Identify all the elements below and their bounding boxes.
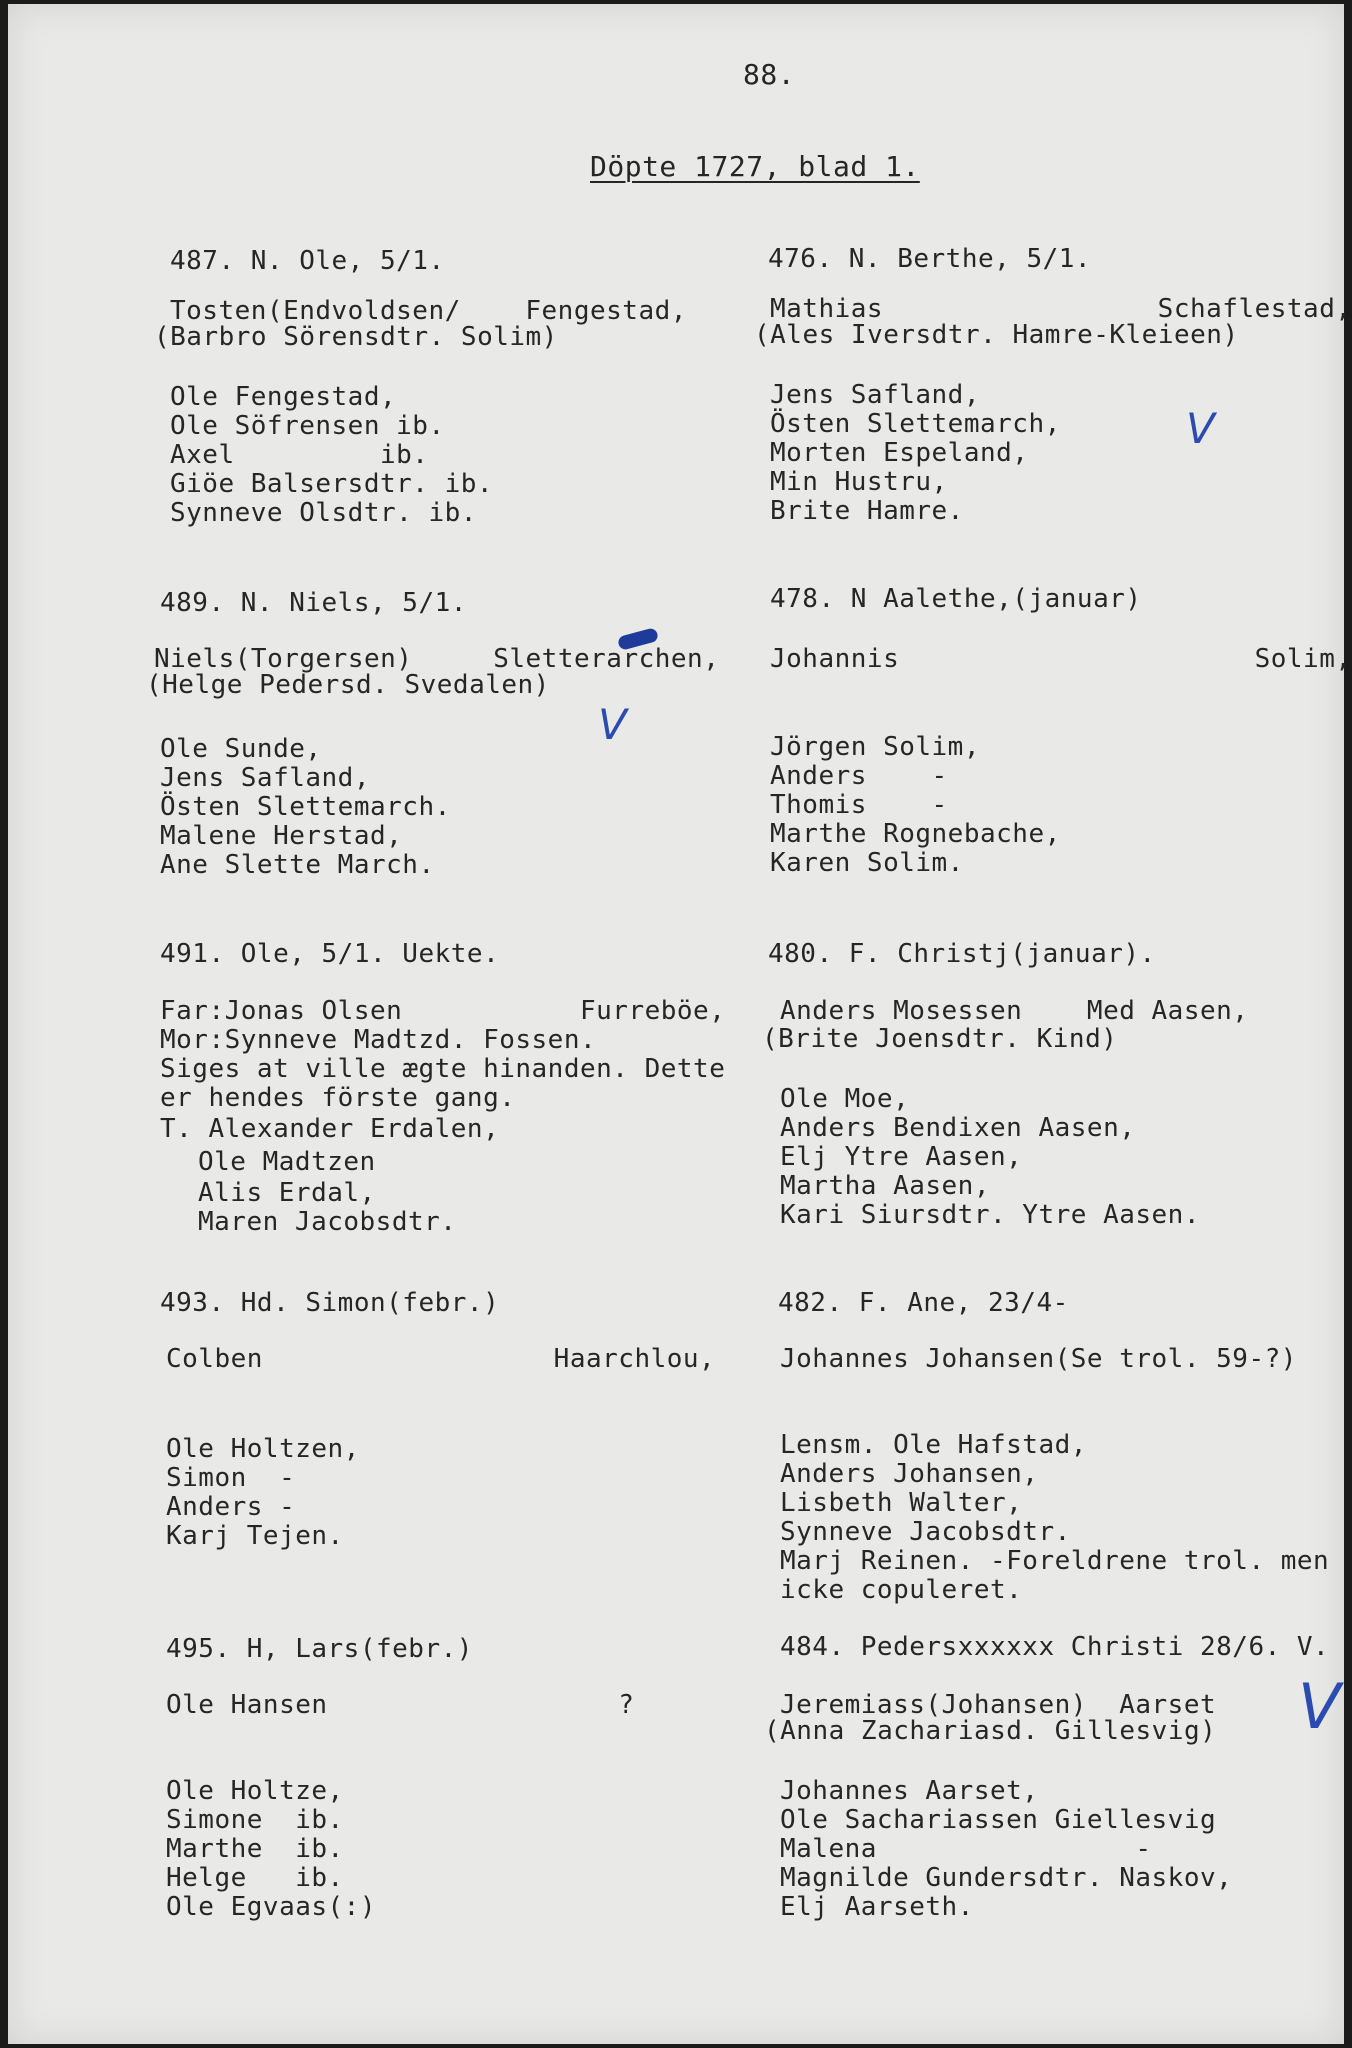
entry-line: T. Alexander Erdalen, [160, 1114, 500, 1144]
witness: Simon - [166, 1463, 296, 1493]
check-mark-large: V [1298, 1670, 1341, 1743]
witness: Lisbeth Walter, [780, 1488, 1023, 1518]
witness: Elj Aarseth. [780, 1892, 974, 1922]
entry-head: 484. Pedersxxxxxx Christi 28/6. V. [780, 1632, 1330, 1662]
witness: Marj Reinen. -Foreldrene trol. men [780, 1546, 1330, 1576]
entry-head: 482. F. Ane, 23/4- [778, 1288, 1069, 1318]
witness: Jörgen Solim, [770, 732, 980, 762]
entry-line: Mor:Synneve Madtzd. Fossen. [160, 1025, 597, 1055]
witness: Magnilde Gundersdtr. Naskov, [780, 1863, 1233, 1893]
entry-line: (Anna Zachariasd. Gillesvig) [764, 1716, 1217, 1746]
witness: Kari Siursdtr. Ytre Aasen. [780, 1200, 1200, 1230]
witness: Marthe Rognebache, [770, 819, 1061, 849]
witness: Synneve Jacobsdtr. [780, 1517, 1071, 1547]
entry-line: Colben Haarchlou, [166, 1344, 716, 1374]
entry-head: 478. N Aalethe,(januar) [770, 584, 1142, 614]
entry-line: (Ales Iversdtr. Hamre-Kleieen) [754, 320, 1239, 350]
witness: Ole Sunde, [160, 734, 322, 764]
witness: Östen Slettemarch, [770, 409, 1061, 439]
witness: Alis Erdal, [198, 1178, 376, 1208]
witness: Ole Söfrensen ib. [170, 411, 445, 441]
entry-head: 476. N. Berthe, 5/1. [768, 244, 1092, 274]
entry-line: (Barbro Sörensdtr. Solim) [154, 322, 558, 352]
witness: Karj Tejen. [166, 1521, 344, 1551]
witness: Axel ib. [170, 440, 429, 470]
document-page [8, 4, 1352, 2044]
witness: Synneve Olsdtr. ib. [170, 498, 477, 528]
witness: Anders Bendixen Aasen, [780, 1113, 1136, 1143]
witness: Ane Slette March. [160, 850, 435, 880]
witness: Lensm. Ole Hafstad, [780, 1430, 1087, 1460]
entry-head: 489. N. Niels, 5/1. [160, 588, 467, 618]
witness: Ole Holtzen, [166, 1434, 360, 1464]
entry-head: 480. F. Christj(januar). [768, 939, 1156, 969]
check-mark: V [1186, 404, 1215, 453]
page-number: 88. [743, 58, 796, 91]
witness: Brite Hamre. [770, 496, 964, 526]
witness: Ole Madtzen [198, 1147, 376, 1177]
witness: Ole Fengestad, [170, 382, 397, 412]
witness: Marthe ib. [166, 1834, 344, 1864]
witness: Ole Sachariassen Giellesvig [780, 1805, 1217, 1835]
check-mark: V [598, 700, 627, 749]
witness: Johannes Aarset, [780, 1776, 1039, 1806]
entry-head: 495. H, Lars(febr.) [166, 1634, 473, 1664]
witness: Anders - [166, 1492, 296, 1522]
witness: Malene Herstad, [160, 821, 403, 851]
entry-line: (Helge Pedersd. Svedalen) [146, 670, 550, 700]
entry-line: Siges at ville ægte hinanden. Dette [160, 1054, 726, 1084]
witness: Thomis - [770, 790, 948, 820]
witness: Östen Slettemarch. [160, 792, 451, 822]
witness: Anders Johansen, [780, 1459, 1039, 1489]
entry-line: Johannes Johansen(Se trol. 59-?) [780, 1344, 1297, 1374]
page-title: Döpte 1727, blad 1. [590, 150, 920, 183]
witness: Min Hustru, [770, 467, 948, 497]
witness: Simone ib. [166, 1805, 344, 1835]
witness: Morten Espeland, [770, 438, 1029, 468]
entry-head: 491. Ole, 5/1. Uekte. [160, 939, 500, 969]
entry-head: 487. N. Ole, 5/1. [170, 246, 445, 276]
entry-line: Far:Jonas Olsen Furreböe, [160, 996, 726, 1026]
witness: Malena - [780, 1834, 1152, 1864]
witness: Ole Moe, [780, 1084, 910, 1114]
witness: Helge ib. [166, 1863, 344, 1893]
witness: Giöe Balsersdtr. ib. [170, 469, 494, 499]
witness: Karen Solim. [770, 848, 964, 878]
entry-line: Jeremiass(Johansen) Aarset [780, 1690, 1217, 1720]
witness: icke copuleret. [780, 1575, 1023, 1605]
witness: Martha Aasen, [780, 1171, 990, 1201]
witness: Anders - [770, 761, 948, 791]
entry-head: 493. Hd. Simon(febr.) [160, 1288, 500, 1318]
witness: Elj Ytre Aasen, [780, 1142, 1023, 1172]
entry-line: Niels(Torgersen) Sletterarchen, [154, 644, 720, 674]
entry-line: Anders Mosessen Med Aasen, [780, 996, 1249, 1026]
entry-line: er hendes förste gang. [160, 1083, 516, 1113]
entry-line: Ole Hansen ? [166, 1690, 635, 1720]
witness: Maren Jacobsdtr. [198, 1207, 457, 1237]
witness: Jens Safland, [770, 380, 980, 410]
entry-line: Johannis Solim, [770, 644, 1352, 674]
witness: Ole Egvaas(:) [166, 1892, 376, 1922]
witness: Ole Holtze, [166, 1776, 344, 1806]
entry-line: Mathias Schaflestad, [770, 294, 1352, 324]
entry-line: Tosten(Endvoldsen/ Fengestad, [170, 296, 687, 326]
entry-line: (Brite Joensdtr. Kind) [762, 1024, 1118, 1054]
witness: Jens Safland, [160, 763, 370, 793]
